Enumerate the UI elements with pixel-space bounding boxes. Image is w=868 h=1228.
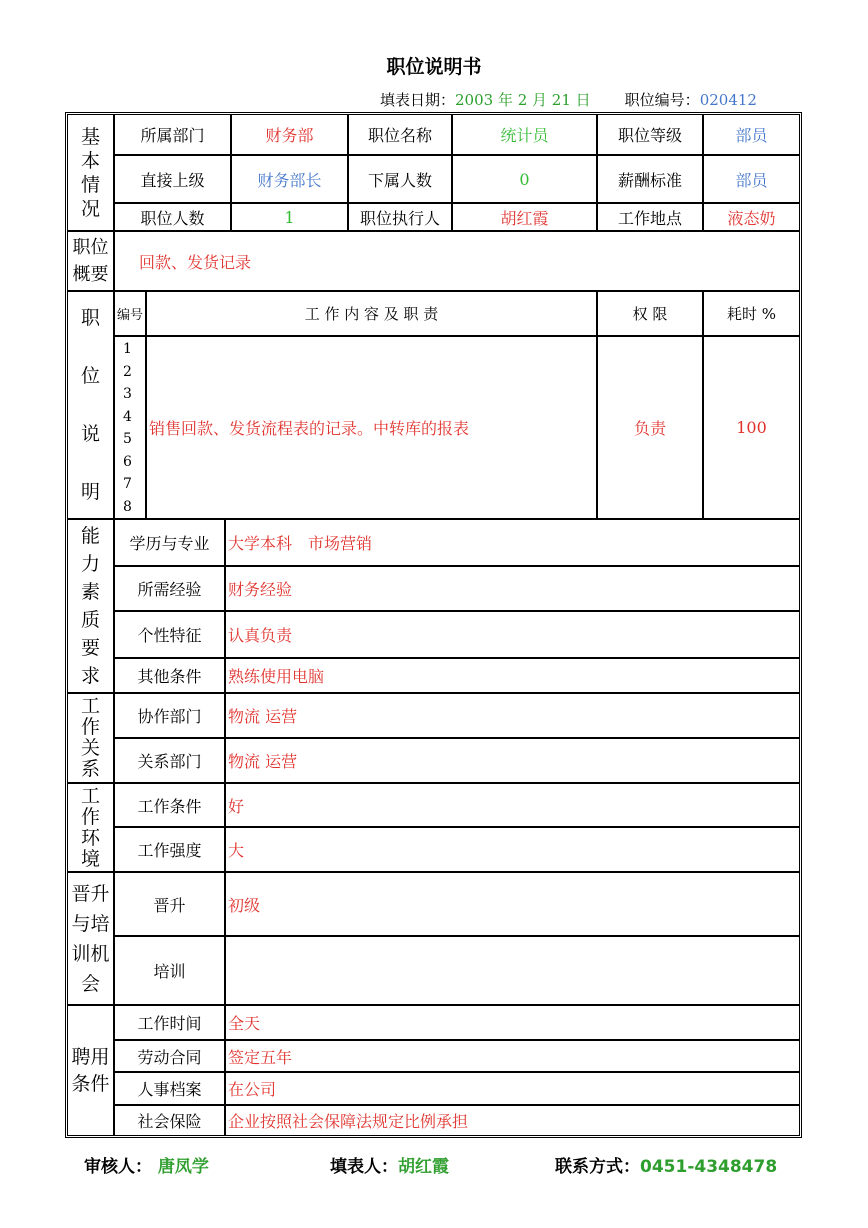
duty-time[interactable]: 100 bbox=[703, 336, 800, 519]
salary-value[interactable]: 部员 bbox=[703, 155, 800, 203]
footer-contact bbox=[555, 1152, 777, 1177]
employment-row-label: 劳动合同 bbox=[114, 1040, 225, 1072]
section-duties-label: 职位说明 bbox=[67, 291, 114, 519]
relations-row-value[interactable]: 物流 运营 bbox=[225, 693, 800, 738]
ability-row-value[interactable]: 熟练使用电脑 bbox=[225, 658, 800, 693]
duty-numbers-cell bbox=[114, 336, 146, 519]
employment-row-label: 人事档案 bbox=[114, 1072, 225, 1105]
employment-row-value[interactable]: 全天 bbox=[225, 1005, 800, 1040]
contact-label: 联系方式： bbox=[555, 1157, 640, 1177]
training-row-value[interactable] bbox=[225, 936, 800, 1005]
summary-label: 职位概要 bbox=[67, 231, 114, 291]
location-value[interactable]: 液态奶 bbox=[703, 203, 800, 231]
grade-value[interactable]: 部员 bbox=[703, 114, 800, 155]
position-name-label: 职位名称 bbox=[348, 114, 452, 155]
ability-row-label: 学历与专业 bbox=[114, 519, 225, 566]
employment-row-value[interactable]: 签定五年 bbox=[225, 1040, 800, 1072]
ability-row-value[interactable]: 认真负责 bbox=[225, 611, 800, 658]
holder-label: 职位执行人 bbox=[348, 203, 452, 231]
section-environment-label: 工作环境 bbox=[67, 783, 114, 872]
environment-row-label: 工作强度 bbox=[114, 827, 225, 872]
code-value[interactable]: 020412 bbox=[699, 91, 757, 109]
duty-numbers: 1 2 3 4 5 6 7 8 bbox=[123, 341, 132, 515]
training-row-label: 培训 bbox=[114, 936, 225, 1005]
ability-row-label: 其他条件 bbox=[114, 658, 225, 693]
form-meta bbox=[380, 89, 757, 110]
dept-value[interactable]: 财务部 bbox=[231, 114, 348, 155]
section-basic-label: 基本情况 bbox=[67, 114, 114, 231]
ability-row-label: 所需经验 bbox=[114, 566, 225, 611]
col-content-header: 工 作 内 容 及 职 责 bbox=[146, 291, 597, 336]
duty-content[interactable]: 销售回款、发货流程表的记录。中转库的报表 bbox=[146, 336, 597, 519]
filler-label: 填表人： bbox=[330, 1157, 398, 1177]
date-value[interactable]: 2003 年 2 月 21 日 bbox=[455, 91, 591, 109]
code-label: 职位编号： bbox=[624, 91, 700, 109]
superior-label: 直接上级 bbox=[114, 155, 231, 203]
reviewer-label: 审核人： bbox=[84, 1157, 152, 1177]
ability-row-value[interactable]: 财务经验 bbox=[225, 566, 800, 611]
ability-row-label: 个性特征 bbox=[114, 611, 225, 658]
relations-row-label: 关系部门 bbox=[114, 738, 225, 783]
employment-row-label: 社会保险 bbox=[114, 1105, 225, 1136]
relations-row-value[interactable]: 物流 运营 bbox=[225, 738, 800, 783]
environment-row-value[interactable]: 大 bbox=[225, 827, 800, 872]
contact-value[interactable]: 0451-4348478 bbox=[640, 1157, 778, 1177]
location-label: 工作地点 bbox=[597, 203, 703, 231]
position-name-value[interactable]: 统计员 bbox=[452, 114, 597, 155]
page-title: 职位说明书 bbox=[386, 56, 482, 78]
section-ability-label: 能力素质要求 bbox=[67, 519, 114, 693]
environment-row-label: 工作条件 bbox=[114, 783, 225, 827]
footer-reviewer bbox=[84, 1152, 209, 1177]
summary-value[interactable]: 回款、发货记录 bbox=[114, 231, 800, 291]
date-label: 填表日期： bbox=[380, 91, 456, 109]
holder-value[interactable]: 胡红霞 bbox=[452, 203, 597, 231]
col-no-header: 编号 bbox=[114, 291, 146, 336]
reviewer-value[interactable]: 唐凤学 bbox=[157, 1157, 209, 1177]
duty-authority[interactable]: 负责 bbox=[597, 336, 703, 519]
superior-value[interactable]: 财务部长 bbox=[231, 155, 348, 203]
footer-filler bbox=[330, 1152, 449, 1177]
ability-row-value[interactable]: 大学本科 市场营销 bbox=[225, 519, 800, 566]
employment-row-value[interactable]: 企业按照社会保障法规定比例承担 bbox=[225, 1105, 800, 1136]
environment-row-value[interactable]: 好 bbox=[225, 783, 800, 827]
section-employment-label: 聘用条件 bbox=[67, 1005, 114, 1136]
col-authority-header: 权 限 bbox=[597, 291, 703, 336]
headcount-value[interactable]: 1 bbox=[231, 203, 348, 231]
dept-label: 所属部门 bbox=[114, 114, 231, 155]
promotion-row-label: 晋升 bbox=[114, 872, 225, 936]
section-promotion-label: 晋升与培训机会 bbox=[67, 872, 114, 1005]
grade-label: 职位等级 bbox=[597, 114, 703, 155]
employment-row-label: 工作时间 bbox=[114, 1005, 225, 1040]
filler-value[interactable]: 胡红霞 bbox=[398, 1157, 449, 1177]
section-relations-label: 工作关系 bbox=[67, 693, 114, 783]
col-time-header: 耗时 % bbox=[703, 291, 800, 336]
subordinates-label: 下属人数 bbox=[348, 155, 452, 203]
subordinates-value[interactable]: 0 bbox=[452, 155, 597, 203]
relations-row-label: 协作部门 bbox=[114, 693, 225, 738]
employment-row-value[interactable]: 在公司 bbox=[225, 1072, 800, 1105]
salary-label: 薪酬标准 bbox=[597, 155, 703, 203]
headcount-label: 职位人数 bbox=[114, 203, 231, 231]
promotion-row-value[interactable]: 初级 bbox=[225, 872, 800, 936]
